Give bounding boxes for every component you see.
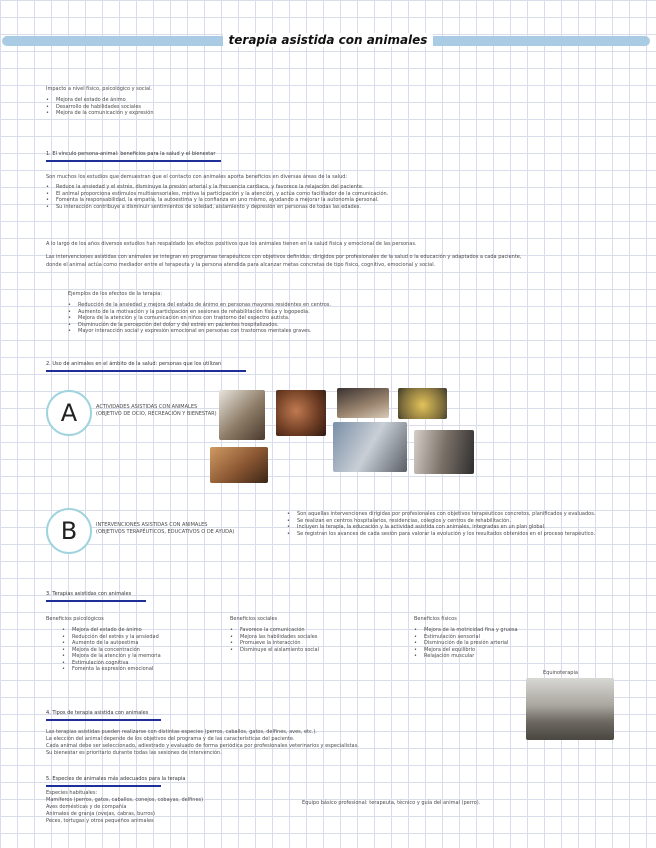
section-1-para-2: Las intervenciones asistidas con animales se integran en programas terapéuticos con objetivos definidos, dirigidos por profesionales de la salud o la educación y adaptados a cada paciente,: [46, 254, 522, 260]
section-5-underline: [46, 785, 161, 787]
activities-sublabel: (OBJETIVO DE OCIO, RECREACIÓN Y BIENESTAR): [96, 411, 217, 417]
list-item: • Estimulación cognitiva: [62, 660, 161, 667]
section-5-team: Equipo básico profesional: terapeuta, técnico y guía del animal (perro).: [302, 800, 481, 806]
photo-children-dog: [210, 447, 268, 483]
section-4-line: Las terapias asistidas pueden realizarse con distintas especies (perros, caballos, gatos, delfines, aves, etc.).: [46, 729, 317, 735]
list-item: • Mejora de la atención y la memoria: [62, 653, 161, 660]
list-item: • Fomenta la expresión emocional: [62, 666, 161, 673]
section-4-line: Su bienestar es prioritario durante todas las sesiones de intervención.: [46, 750, 222, 756]
section-5-line: Aves domésticas y de compañía: [46, 804, 127, 810]
list-item: • Mejora del equilibrio: [414, 647, 518, 654]
list-item: • Mejora del estado de ánimo: [62, 627, 161, 634]
section-2-underline: [46, 370, 246, 372]
ejemplos-title: Ejemplos de los efectos de la terapia:: [68, 291, 163, 297]
list-item: • Desarrollo de habilidades sociales: [46, 104, 154, 111]
section-2-heading: 2. Uso de animales en el ámbito de la salud: personas que los utilizan: [46, 361, 222, 367]
list-item: • Se registran los avances de cada sesión para valorar la evolución y los resultados obtenidos en el proceso terapéutico.: [287, 531, 595, 538]
section-4-heading: 4. Tipos de terapia asistida con animales: [46, 710, 149, 716]
section-4-line: Cada animal debe ser seleccionado, adiestrado y evaluado de forma periódica por profesionales veterinarios y especialistas.: [46, 743, 359, 749]
section-1-bullets: [46, 184, 388, 210]
list-item: • Aumento de la autoestima: [62, 640, 161, 647]
section-4-underline: [46, 719, 161, 721]
col-psychological-title: Beneficios psicológicos: [46, 616, 104, 622]
list-item: • Estimulación sensorial: [414, 634, 518, 641]
section-3-heading: 3. Terapias asistidas con animales: [46, 591, 132, 597]
section-1-heading: 1. El vínculo persona-animal: beneficios para la salud y el bienestar: [46, 151, 216, 157]
section-1-para-3: donde el animal actúa como mediador entre el terapeuta y la persona atendida para alcanzar metas concretas de tipo físico, cognitivo, emocional y social.: [46, 262, 436, 268]
photo-child-therapy: [219, 390, 265, 440]
interventions-bullets: [287, 511, 595, 537]
section-5-line: Especies habituales:: [46, 790, 98, 796]
letter-b-circle: B: [46, 508, 92, 554]
list-item: • Aumento de la motivación y la participación en sesiones de rehabilitación física y logopedia.: [68, 309, 331, 316]
list-item: • Mejora de la comunicación y expresión: [46, 110, 154, 117]
intro-text: Impacto a nivel físico, psicológico y social.: [46, 86, 153, 92]
list-item: • Son aquellas intervenciones dirigidas por profesionales con objetivos terapéuticos concretos, planificados y evaluados.: [287, 511, 595, 518]
section-4-line: La elección del animal depende de los objetivos del programa y de las características del paciente.: [46, 736, 295, 742]
col-physical-title: Beneficios físicos: [414, 616, 457, 622]
interventions-label: INTERVENCIONES ASISTIDAS CON ANIMALES: [96, 522, 208, 528]
intro-bullets: [46, 97, 154, 117]
list-item: • Mejora de la concentración: [62, 647, 161, 654]
list-item: • Favorece la comunicación: [230, 627, 319, 634]
section-1-intro: Son muchos los estudios que demuestran que el contacto con animales aporta beneficios en diversas áreas de la salud:: [46, 174, 348, 180]
list-item: • Mejora de la motricidad fina y gruesa: [414, 627, 518, 634]
section-1-para-1: A lo largo de los años diversos estudios han respaldado los efectos positivos que los animales tienen en la salud física y emocional de las personas.: [46, 241, 417, 247]
section-1-underline: [46, 160, 221, 162]
list-item: • Incluyen la terapia, la educación y la actividad asistida con animales, integradas en un plan global.: [287, 524, 595, 531]
list-item: • Mejora las habilidades sociales: [230, 634, 319, 641]
col-psychological-list: [62, 627, 161, 673]
list-item: • Disminución de la presión arterial: [414, 640, 518, 647]
page-title: terapia asistida con animales: [0, 30, 656, 50]
section-5-line: Mamíferos (perros, gatos, caballos, conejos, cobayas, delfines): [46, 797, 204, 803]
interventions-sublabel: (OBJETIVOS TERAPÉUTICOS, EDUCATIVOS O DE AYUDA): [96, 529, 235, 535]
photo-dog-bed: [337, 388, 389, 418]
photo-equine-therapy: [526, 678, 614, 740]
letter-a-circle: A: [46, 390, 92, 436]
list-item: • Fomenta la responsabilidad, la empatía, la autoestima y la confianza en uno mismo, ayudando a mejorar la autonomía personal.: [46, 197, 388, 204]
list-item: • Reducción de la ansiedad y mejora del estado de ánimo en personas mayores residentes en centros.: [68, 302, 331, 309]
list-item: • El animal proporciona estímulos multisensoriales, motiva la participación y la atención, y actúa como facilitador de la comunicación.: [46, 191, 388, 198]
ejemplos-list: [68, 302, 331, 335]
list-item: • Promueve la interacción: [230, 640, 319, 647]
photo-patient-dog: [276, 390, 326, 436]
col-physical-list: [414, 627, 518, 660]
list-item: • Relajación muscular: [414, 653, 518, 660]
section-5-heading: 5. Especies de animales más adecuados para la terapia: [46, 776, 186, 782]
list-item: • Mejora de la atención y la comunicación en niños con trastorno del espectro autista.: [68, 315, 331, 322]
section-5-line: Peces, tortugas y otros pequeños animales: [46, 818, 154, 824]
list-item: • Su interacción contribuye a disminuir sentimientos de soledad, aislamiento y depresión en personas de todas las edades.: [46, 204, 388, 211]
list-item: • Se realizan en centros hospitalarios, residencias, colegios y centros de rehabilitación.: [287, 518, 595, 525]
photo-hospital-dog: [333, 422, 407, 472]
photo-golden-dog: [398, 388, 447, 419]
list-item: • Disminución de la percepción del dolor y del estrés en pacientes hospitalizados.: [68, 322, 331, 329]
list-item: • Mayor interacción social y expresión emocional en personas con trastornos mentales graves.: [68, 328, 331, 335]
list-item: • Reducción del estrés y la ansiedad: [62, 634, 161, 641]
col-social-list: [230, 627, 319, 653]
photo-caption: Equinoterapia: [543, 670, 578, 676]
col-social-title: Beneficios sociales: [230, 616, 278, 622]
list-item: • Disminuye el aislamiento social: [230, 647, 319, 654]
list-item: • Reduce la ansiedad y el estrés, disminuye la presión arterial y la frecuencia cardiaca, y favorece la relajación del paciente.: [46, 184, 388, 191]
activities-label: ACTIVIDADES ASISTIDAS CON ANIMALES: [96, 404, 198, 410]
section-3-underline: [46, 600, 146, 602]
list-item: • Mejora del estado de ánimo: [46, 97, 154, 104]
section-5-line: Animales de granja (ovejas, cabras, burros): [46, 811, 155, 817]
photo-walking-dog: [414, 430, 474, 474]
